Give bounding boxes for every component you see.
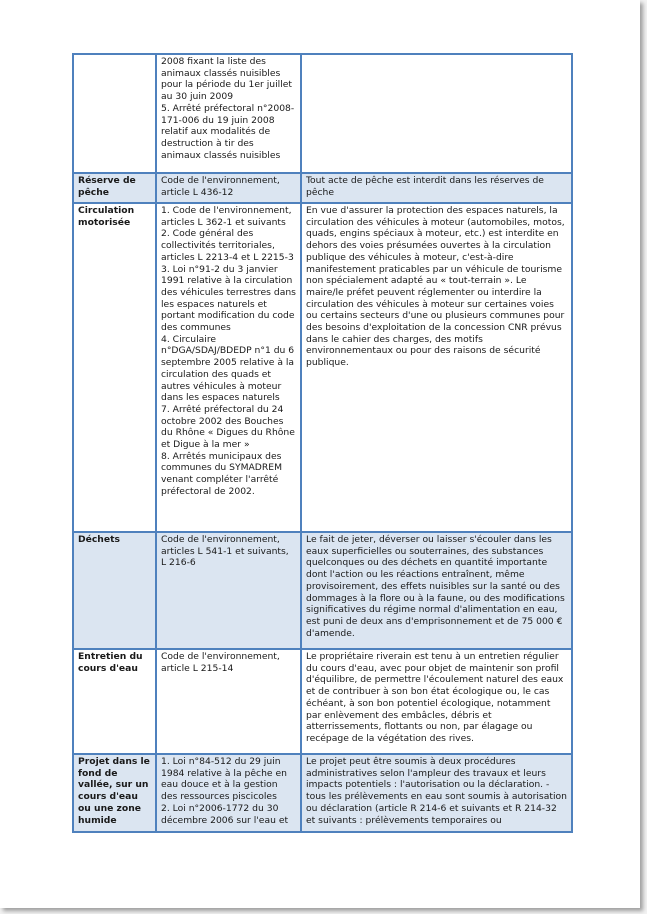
table-row — [73, 173, 572, 203]
reference-item: 1. Loi n°84-512 du 29 juin 1984 relative à la pêche en eau douce et à la gestion des ressources piscicoles — [161, 756, 287, 803]
references-cell — [156, 532, 301, 649]
subject-cell: Entretien du cours d'eau — [73, 649, 156, 754]
reference-item: 2008 fixant la liste des animaux classés nuisibles pour la période du 1er juillet au 30 juin 2009 — [161, 56, 292, 103]
description-cell: En vue d'assurer la protection des espaces naturels, la circulation des véhicules à moteur (automobiles, motos, quads, engins spéciaux à moteur, etc.) est interdite en dehors des voies présumées ouvertes à la circulation publique des véhicules à moteur, c'est-à-dire manifestement praticables par un véhicule de tourisme non spécialement adapté au « tout-terrain ». Le maire/le préfet peuvent réglementer ou interdire la circulation des véhicules à moteur sur certaines voies ou certains secteurs d'une ou plusieurs communes pour des besoins d'exploitation de la concession CNR prévus dans le cahier des charges, des motifs environnementaux ou pour des raisons de sécurité publique. — [301, 203, 572, 532]
description-cell: Le fait de jeter, déverser ou laisser s'écouler dans les eaux superficielles ou souterraines, des substances quelconques ou des déchets en quantité importante dont l'action ou les réactions entraînent, même provisoirement, des effets nuisibles sur la santé ou des dommages à la flore ou à la faune, ou des modifications significatives du régime normal d'alimentation en eau, est puni de deux ans d'emprisonnement et de 75 000 € d'amende. — [301, 532, 572, 649]
reference-item: 8. Arrêtés municipaux des communes du SYMADREM venant compléter l'arrêté préfectoral de 2002. — [161, 450, 282, 497]
description-cell: Le propriétaire riverain est tenu à un entretien régulier du cours d'eau, avec pour objet de maintenir son profil d'équilibre, de permettre l'écoulement naturel des eaux et de contribuer à son bon état écologique ou, le cas échéant, à son bon potentiel écologique, notamment par enlèvement des embâcles, débris et atterrissements, flottants ou non, par élagage ou recépage de la végétation des rives. — [301, 649, 572, 754]
description-cell — [301, 54, 572, 173]
references-cell — [156, 203, 301, 532]
reference-item: 2. Code général des collectivités territoriales, articles L 2213-4 et L 2215-3 — [161, 228, 294, 263]
references-cell — [156, 754, 301, 832]
table-row — [73, 754, 572, 832]
reference-item: 7. Arrêté préfectoral du 24 octobre 2002 des Bouches du Rhône « Digues du Rhône et Digue à la mer » — [161, 403, 295, 451]
subject-cell — [73, 54, 156, 173]
reference-item: 1. Code de l'environnement, articles L 362-1 et suivants — [161, 205, 292, 228]
subject-cell: Circulation motorisée — [73, 203, 156, 532]
references-cell — [156, 649, 301, 754]
table-row — [73, 649, 572, 754]
reference-item: 4. Circulaire n°DGA/SDAJ/BDEDP n°1 du 6 septembre 2005 relative à la circulation des quads et autres véhicules à moteur dans les espaces naturels — [161, 333, 295, 404]
reference-item: 5. Arrêté préfectoral n°2008-171-006 du 19 juin 2008 relatif aux modalités de destruction à tir des animaux classés nuisibles — [161, 102, 295, 161]
reference-item: 2. Loi n°2006-1772 du 30 décembre 2006 sur l'eau et — [161, 802, 289, 826]
references-cell — [156, 173, 301, 203]
subject-cell: Déchets — [73, 532, 156, 649]
description-cell: Le projet peut être soumis à deux procédures administratives selon l'ampleur des travaux et leurs impacts potentiels : l'autorisation ou la déclaration. - tous les prélèvements en eau sont soumis à autorisation ou déclaration (article R 214-6 et suivants et R 214-32 et suivants : prélèvements temporaires ou — [301, 754, 572, 832]
table-row — [73, 532, 572, 649]
table-row — [73, 203, 572, 532]
regulations-table — [72, 53, 573, 833]
subject-cell: Projet dans le fond de vallée, sur un cours d'eau ou une zone humide — [73, 754, 156, 832]
table-row — [73, 54, 572, 173]
description-cell: Tout acte de pêche est interdit dans les réserves de pêche — [301, 173, 572, 203]
references-cell — [156, 54, 301, 173]
reference-item: Code de l'environnement, articles L 541-1 et suivants, L 216-6 — [161, 534, 289, 569]
subject-cell: Réserve de pêche — [73, 173, 156, 203]
reference-item: 3. Loi n°91-2 du 3 janvier 1991 relative à la circulation des véhicules terrestres dans les espaces naturels et portant modification du code des communes — [161, 263, 296, 334]
reference-item: Code de l'environnement, article L 436-12 — [161, 175, 280, 198]
reference-item: Code de l'environnement, article L 215-14 — [161, 651, 280, 674]
